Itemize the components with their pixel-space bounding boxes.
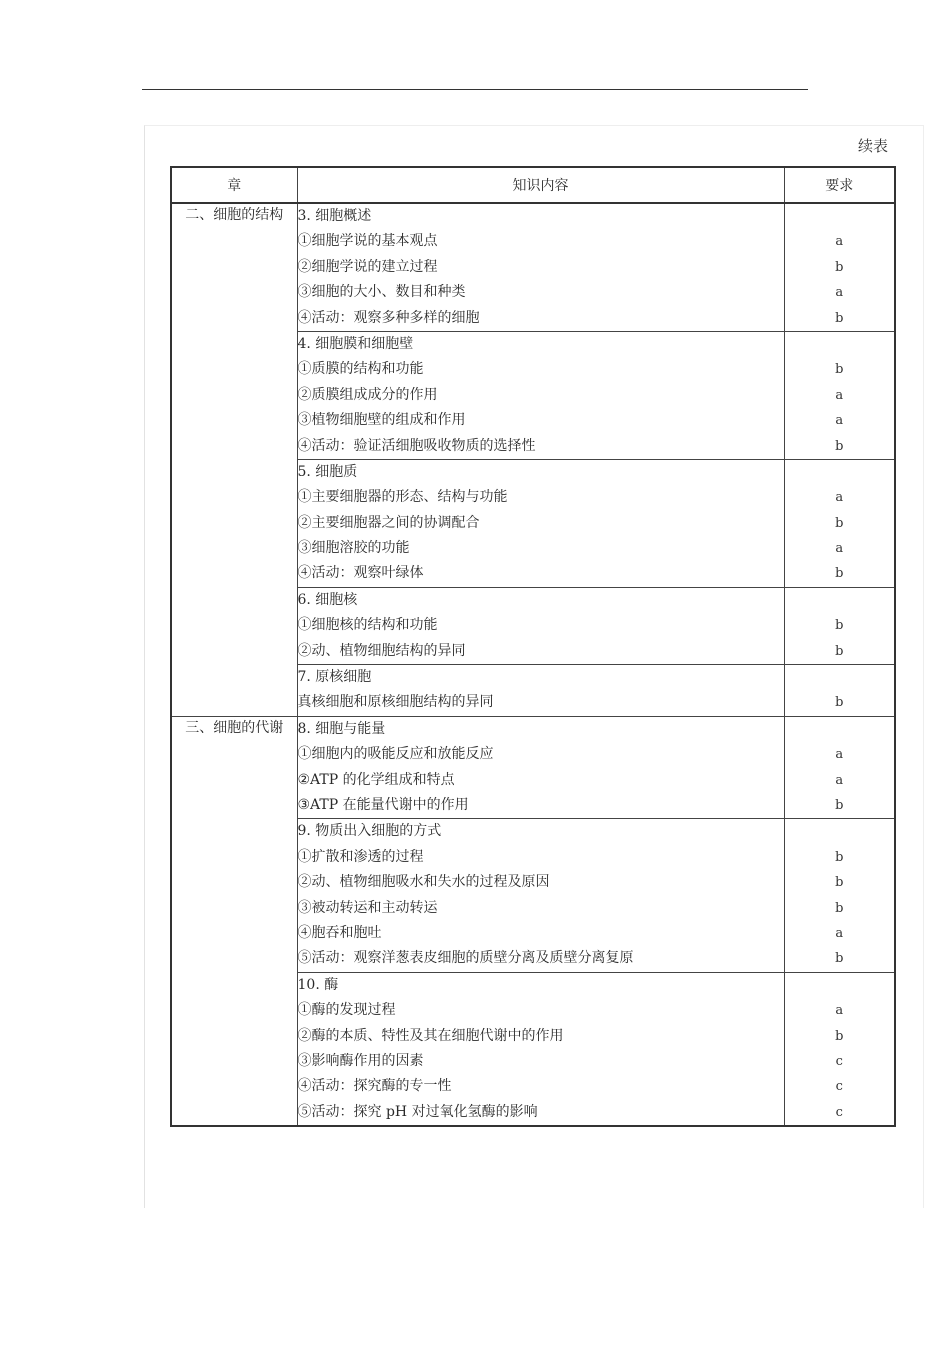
requirement-spacer	[785, 460, 895, 485]
requirement-level: a	[835, 490, 844, 506]
requirement-level: c	[835, 1053, 843, 1069]
requirement-spacer	[785, 588, 895, 613]
requirement-level: b	[835, 310, 844, 326]
requirement-spacer	[785, 717, 895, 742]
section-requirements	[784, 819, 895, 972]
section-requirements	[784, 587, 895, 664]
knowledge-item: ①细胞内的吸能反应和放能反应	[297, 746, 494, 763]
requirement-level: c	[835, 1079, 843, 1095]
requirement-level: a	[835, 925, 844, 941]
requirement-level: a	[835, 1003, 844, 1019]
knowledge-item: ①扩散和渗透的过程	[297, 848, 424, 865]
section-content	[297, 587, 784, 664]
section-requirements	[784, 972, 895, 1126]
requirement-spacer	[785, 332, 895, 357]
section-content	[297, 972, 784, 1126]
knowledge-item: ③细胞溶胶的功能	[297, 540, 410, 557]
section-requirements	[784, 459, 895, 587]
knowledge-item: ③植物细胞壁的组成和作用	[297, 412, 466, 429]
requirement-level: b	[835, 618, 844, 634]
knowledge-item: ①主要细胞器的形态、结构与功能	[297, 489, 508, 506]
requirement-level: a	[835, 285, 844, 301]
requirement-level: b	[835, 900, 844, 916]
section-title: 9. 物质出入细胞的方式	[297, 823, 442, 840]
section-title: 3. 细胞概述	[297, 208, 372, 224]
requirement-level: b	[835, 951, 844, 967]
requirement-level: b	[835, 259, 844, 275]
requirement-spacer	[785, 204, 895, 229]
section-title: 6. 细胞核	[297, 591, 358, 608]
requirement-level: b	[835, 797, 844, 813]
section-content	[297, 716, 784, 819]
requirement-level: a	[835, 234, 844, 250]
knowledge-item: ④活动：探究酶的专一性	[297, 1078, 452, 1095]
knowledge-item: ②动、植物细胞吸水和失水的过程及原因	[297, 874, 550, 891]
section-content	[297, 665, 784, 717]
section-title: 10. 酶	[297, 976, 339, 993]
requirement-level: b	[835, 362, 844, 378]
section-row	[171, 203, 895, 331]
knowledge-item: ①酶的发现过程	[297, 1002, 396, 1019]
knowledge-item: 真核细胞和原核细胞结构的异同	[297, 694, 494, 711]
requirement-level: b	[835, 875, 844, 891]
knowledge-item: ③被动转运和主动转运	[297, 899, 438, 916]
requirement-level: a	[835, 541, 844, 557]
knowledge-item: ⑤活动：观察洋葱表皮细胞的质壁分离及质壁分离复原	[297, 950, 634, 967]
knowledge-item: ②质膜组成成分的作用	[297, 386, 438, 403]
requirement-level: b	[835, 438, 844, 454]
knowledge-item: ④胞吞和胞吐	[297, 924, 382, 941]
knowledge-item: ②细胞学说的建立过程	[297, 258, 438, 275]
requirement-level: c	[835, 1104, 843, 1120]
chapter-name: 三、细胞的代谢	[171, 716, 297, 1126]
section-content	[297, 203, 784, 331]
curriculum-table	[170, 166, 896, 1127]
requirement-level: b	[835, 1028, 844, 1044]
section-requirements	[784, 331, 895, 459]
requirement-spacer	[785, 819, 895, 844]
requirement-level: b	[835, 695, 844, 711]
header-chapter: 章	[171, 167, 297, 203]
section-title: 7. 原核细胞	[297, 669, 372, 686]
requirement-spacer	[785, 973, 895, 998]
knowledge-item: ③ATP 在能量代谢中的作用	[297, 796, 469, 813]
header-requirement: 要求	[784, 167, 895, 203]
table-body	[171, 203, 895, 1126]
knowledge-item: ③细胞的大小、数目和种类	[297, 284, 466, 301]
knowledge-item: ②酶的本质、特性及其在细胞代谢中的作用	[297, 1027, 564, 1044]
knowledge-item: ④活动：验证活细胞吸收物质的选择性	[297, 437, 536, 454]
chapter-name: 二、细胞的结构	[171, 203, 297, 716]
section-title: 5. 细胞质	[297, 463, 358, 480]
requirement-level: a	[835, 772, 844, 788]
knowledge-item: ②ATP 的化学组成和特点	[297, 771, 455, 788]
requirement-level: a	[835, 747, 844, 763]
section-content	[297, 819, 784, 972]
header-row	[171, 167, 895, 203]
requirement-level: b	[835, 566, 844, 582]
section-content	[297, 331, 784, 459]
section-content	[297, 459, 784, 587]
knowledge-item: ④活动：观察叶绿体	[297, 565, 424, 582]
section-requirements	[784, 203, 895, 331]
requirement-level: b	[835, 849, 844, 865]
requirement-level: a	[835, 387, 844, 403]
requirement-level: b	[835, 515, 844, 531]
header-content: 知识内容	[297, 167, 784, 203]
knowledge-item: ①细胞学说的基本观点	[297, 233, 438, 250]
requirement-level: a	[835, 413, 844, 429]
section-row	[171, 716, 895, 819]
top-rule	[142, 89, 808, 90]
knowledge-item: ①细胞核的结构和功能	[297, 617, 438, 634]
knowledge-item: ②主要细胞器之间的协调配合	[297, 514, 480, 531]
knowledge-item: ⑤活动：探究 pH 对过氧化氢酶的影响	[297, 1103, 538, 1120]
requirement-level: b	[835, 643, 844, 659]
knowledge-item: ①质膜的结构和功能	[297, 361, 424, 378]
continued-label: 续表	[858, 137, 889, 155]
knowledge-item: ②动、植物细胞结构的异同	[297, 642, 466, 659]
knowledge-item: ④活动：观察多种多样的细胞	[297, 309, 480, 326]
section-requirements	[784, 716, 895, 819]
knowledge-item: ③影响酶作用的因素	[297, 1052, 424, 1069]
section-title: 8. 细胞与能量	[297, 720, 386, 737]
section-requirements	[784, 665, 895, 717]
section-title: 4. 细胞膜和细胞壁	[297, 335, 414, 352]
requirement-spacer	[785, 665, 895, 690]
